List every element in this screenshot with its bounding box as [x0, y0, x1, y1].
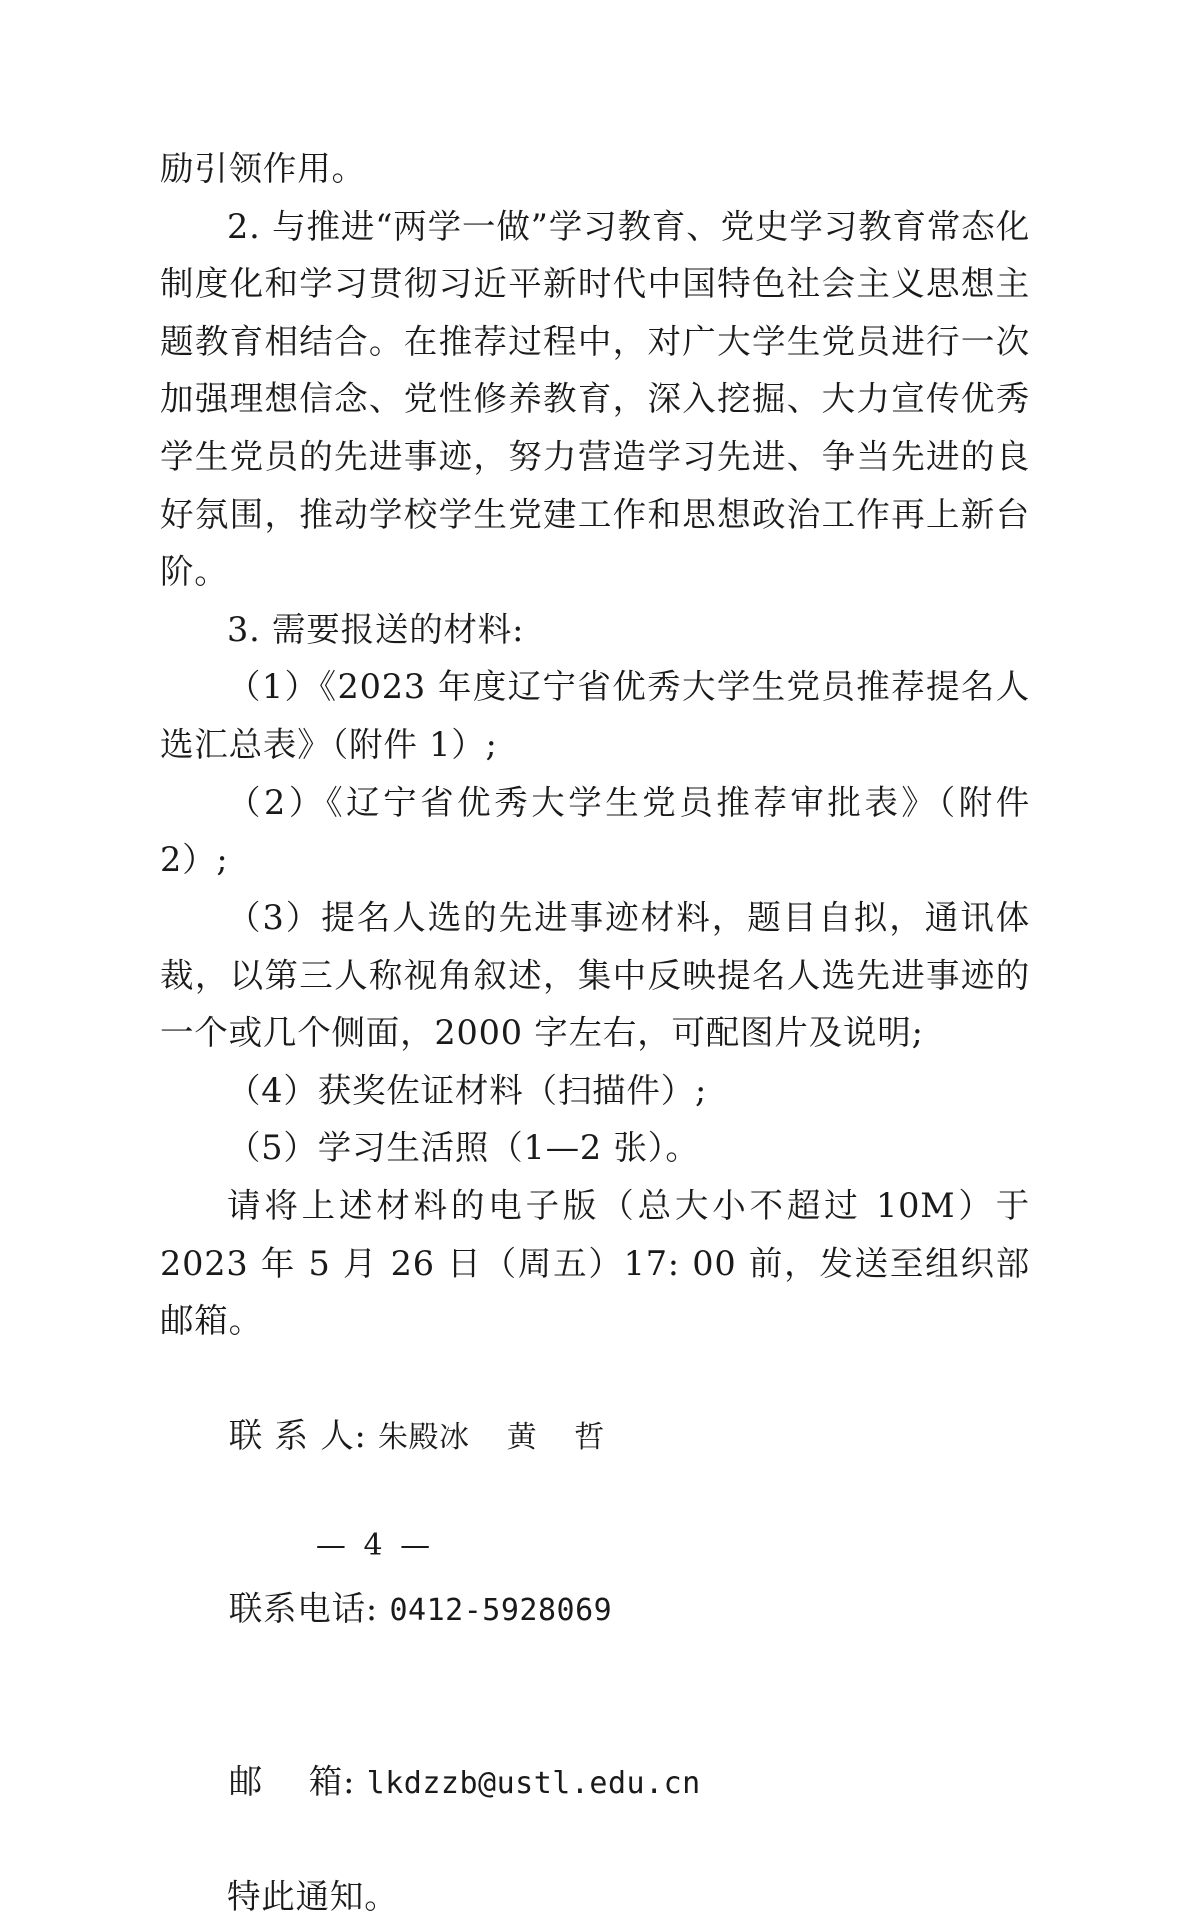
paragraph-submission-deadline: 请将上述材料的电子版（总大小不超过 10M）于 2023 年 5 月 26 日（周五）17: 00 前，发送至组织部邮箱。 — [160, 1185, 1030, 1341]
paragraph-item-3-2: （2）《辽宁省优秀大学生党员推荐审批表》（附件 2）; — [160, 782, 1030, 880]
contact-person-line — [160, 1350, 1030, 1523]
paragraph-item-3-5: （5）学习生活照（1—2 张）。 — [227, 1128, 700, 1168]
page-footer — [0, 1528, 1190, 1563]
document-body — [160, 140, 1030, 1926]
paragraph-closing: 特此通知。 — [227, 1877, 399, 1917]
paragraph-continued: 励引领作用。 — [160, 149, 366, 188]
paragraph-item-3-3: （3）提名人选的先进事迹材料，题目自拟，通讯体裁，以第三人称视角叙述，集中反映提名人选先进事迹的一个或几个侧面，2000 字左右，可配图片及说明; — [160, 897, 1030, 1053]
contact-person-value: 朱殿冰 黄 哲 — [378, 1420, 605, 1456]
paragraph-item-2: 2. 与推进“两学一做”学习教育、党史学习教育常态化制度化和学习贯彻习近平新时代中国特色社会主义思想主题教育相结合。在推荐过程中，对广大学生党员进行一次加强理想信念、党性修养教育，深入挖掘、大力宣传优秀学生党员的先进事迹，努力营造学习先进、争当先进的良好氛围，推动学校学生党建工作和思想政治工作再上新台阶。 — [160, 206, 1030, 592]
contact-phone-label: 联系电话: — [228, 1589, 378, 1629]
contact-email-label: 邮 箱: — [228, 1762, 356, 1802]
paragraph-item-3: 3. 需要报送的材料: — [227, 609, 525, 649]
paragraph-item-3-1: （1）《2023 年度辽宁省优秀大学生党员推荐提名人选汇总表》（附件 1）; — [160, 667, 1030, 765]
contact-person-label: 联 系 人: — [228, 1416, 367, 1456]
contact-email-line — [160, 1695, 1030, 1868]
page-number: — 4 — — [315, 1528, 435, 1563]
contact-email-value: lkdzzb@ustl.edu.cn — [366, 1766, 701, 1802]
paragraph-item-3-4: （4）获奖佐证材料（扫描件）; — [227, 1070, 708, 1110]
contact-phone-value: 0412-5928069 — [389, 1593, 613, 1629]
